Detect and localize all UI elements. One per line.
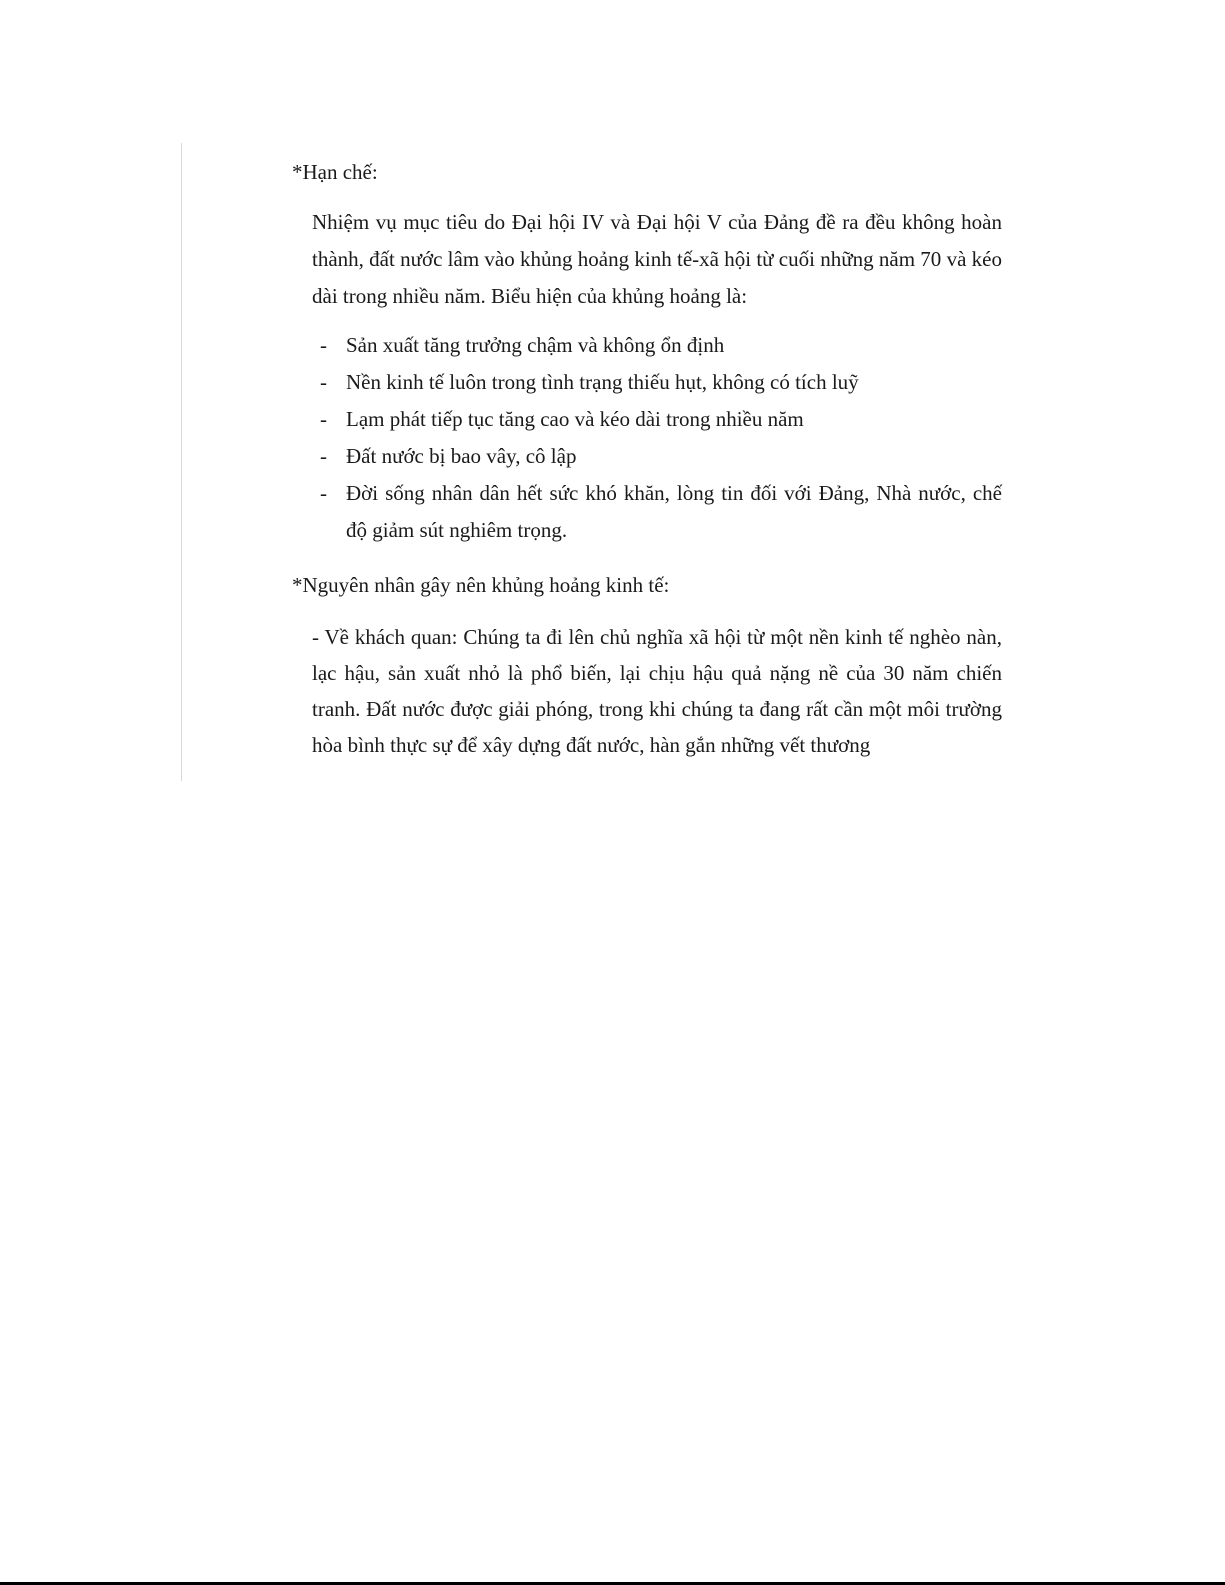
- list-item-text: Đất nước bị bao vây, cô lập: [346, 444, 577, 468]
- dash-marker: -: [320, 444, 327, 468]
- causes-heading: *Nguyên nhân gây nên khủng hoảng kinh tế:: [292, 573, 670, 597]
- dash-marker: -: [320, 370, 327, 394]
- document-content: [292, 150, 1002, 763]
- list-item: [320, 327, 1002, 364]
- objective-cause-paragraph: - Về khách quan: Chúng ta đi lên chủ nghĩa xã hội từ một nền kinh tế nghèo nàn, lạc hậu, sản xuất nhỏ là phổ biến, lại chịu hậu quả nặng nề của 30 năm chiến tranh. Đất nước được giải phóng, trong khi chúng ta đang rất cần một môi trường hòa bình thực sự để xây dựng đất nước, hàn gắn những vết thương: [312, 625, 1002, 757]
- dash-marker: -: [320, 407, 327, 431]
- list-item-text: Lạm phát tiếp tục tăng cao và kéo dài trong nhiều năm: [346, 407, 804, 431]
- dash-marker: -: [320, 333, 327, 357]
- list-item: [320, 401, 1002, 438]
- crisis-symptoms-list: [320, 327, 1002, 549]
- list-item-text: Đời sống nhân dân hết sức khó khăn, lòng tin đối với Đảng, Nhà nước, chế độ giảm sút nghiêm trọng.: [346, 481, 1002, 542]
- list-item: [320, 364, 1002, 401]
- list-item: [320, 438, 1002, 475]
- left-margin-rule: [181, 143, 182, 781]
- list-item-text: Nền kinh tế luôn trong tình trạng thiếu hụt, không có tích luỹ: [346, 370, 859, 394]
- limits-heading: *Hạn chế:: [292, 160, 378, 184]
- dash-marker: -: [320, 481, 327, 505]
- limits-intro-paragraph: Nhiệm vụ mục tiêu do Đại hội IV và Đại hội V của Đảng đề ra đều không hoàn thành, đất nước lâm vào khủng hoảng kinh tế-xã hội từ cuối những năm 70 và kéo dài trong nhiều năm. Biểu hiện của khủng hoảng là:: [312, 210, 1002, 308]
- list-item-text: Sản xuất tăng trưởng chậm và không ổn định: [346, 333, 725, 357]
- list-item: [320, 475, 1002, 549]
